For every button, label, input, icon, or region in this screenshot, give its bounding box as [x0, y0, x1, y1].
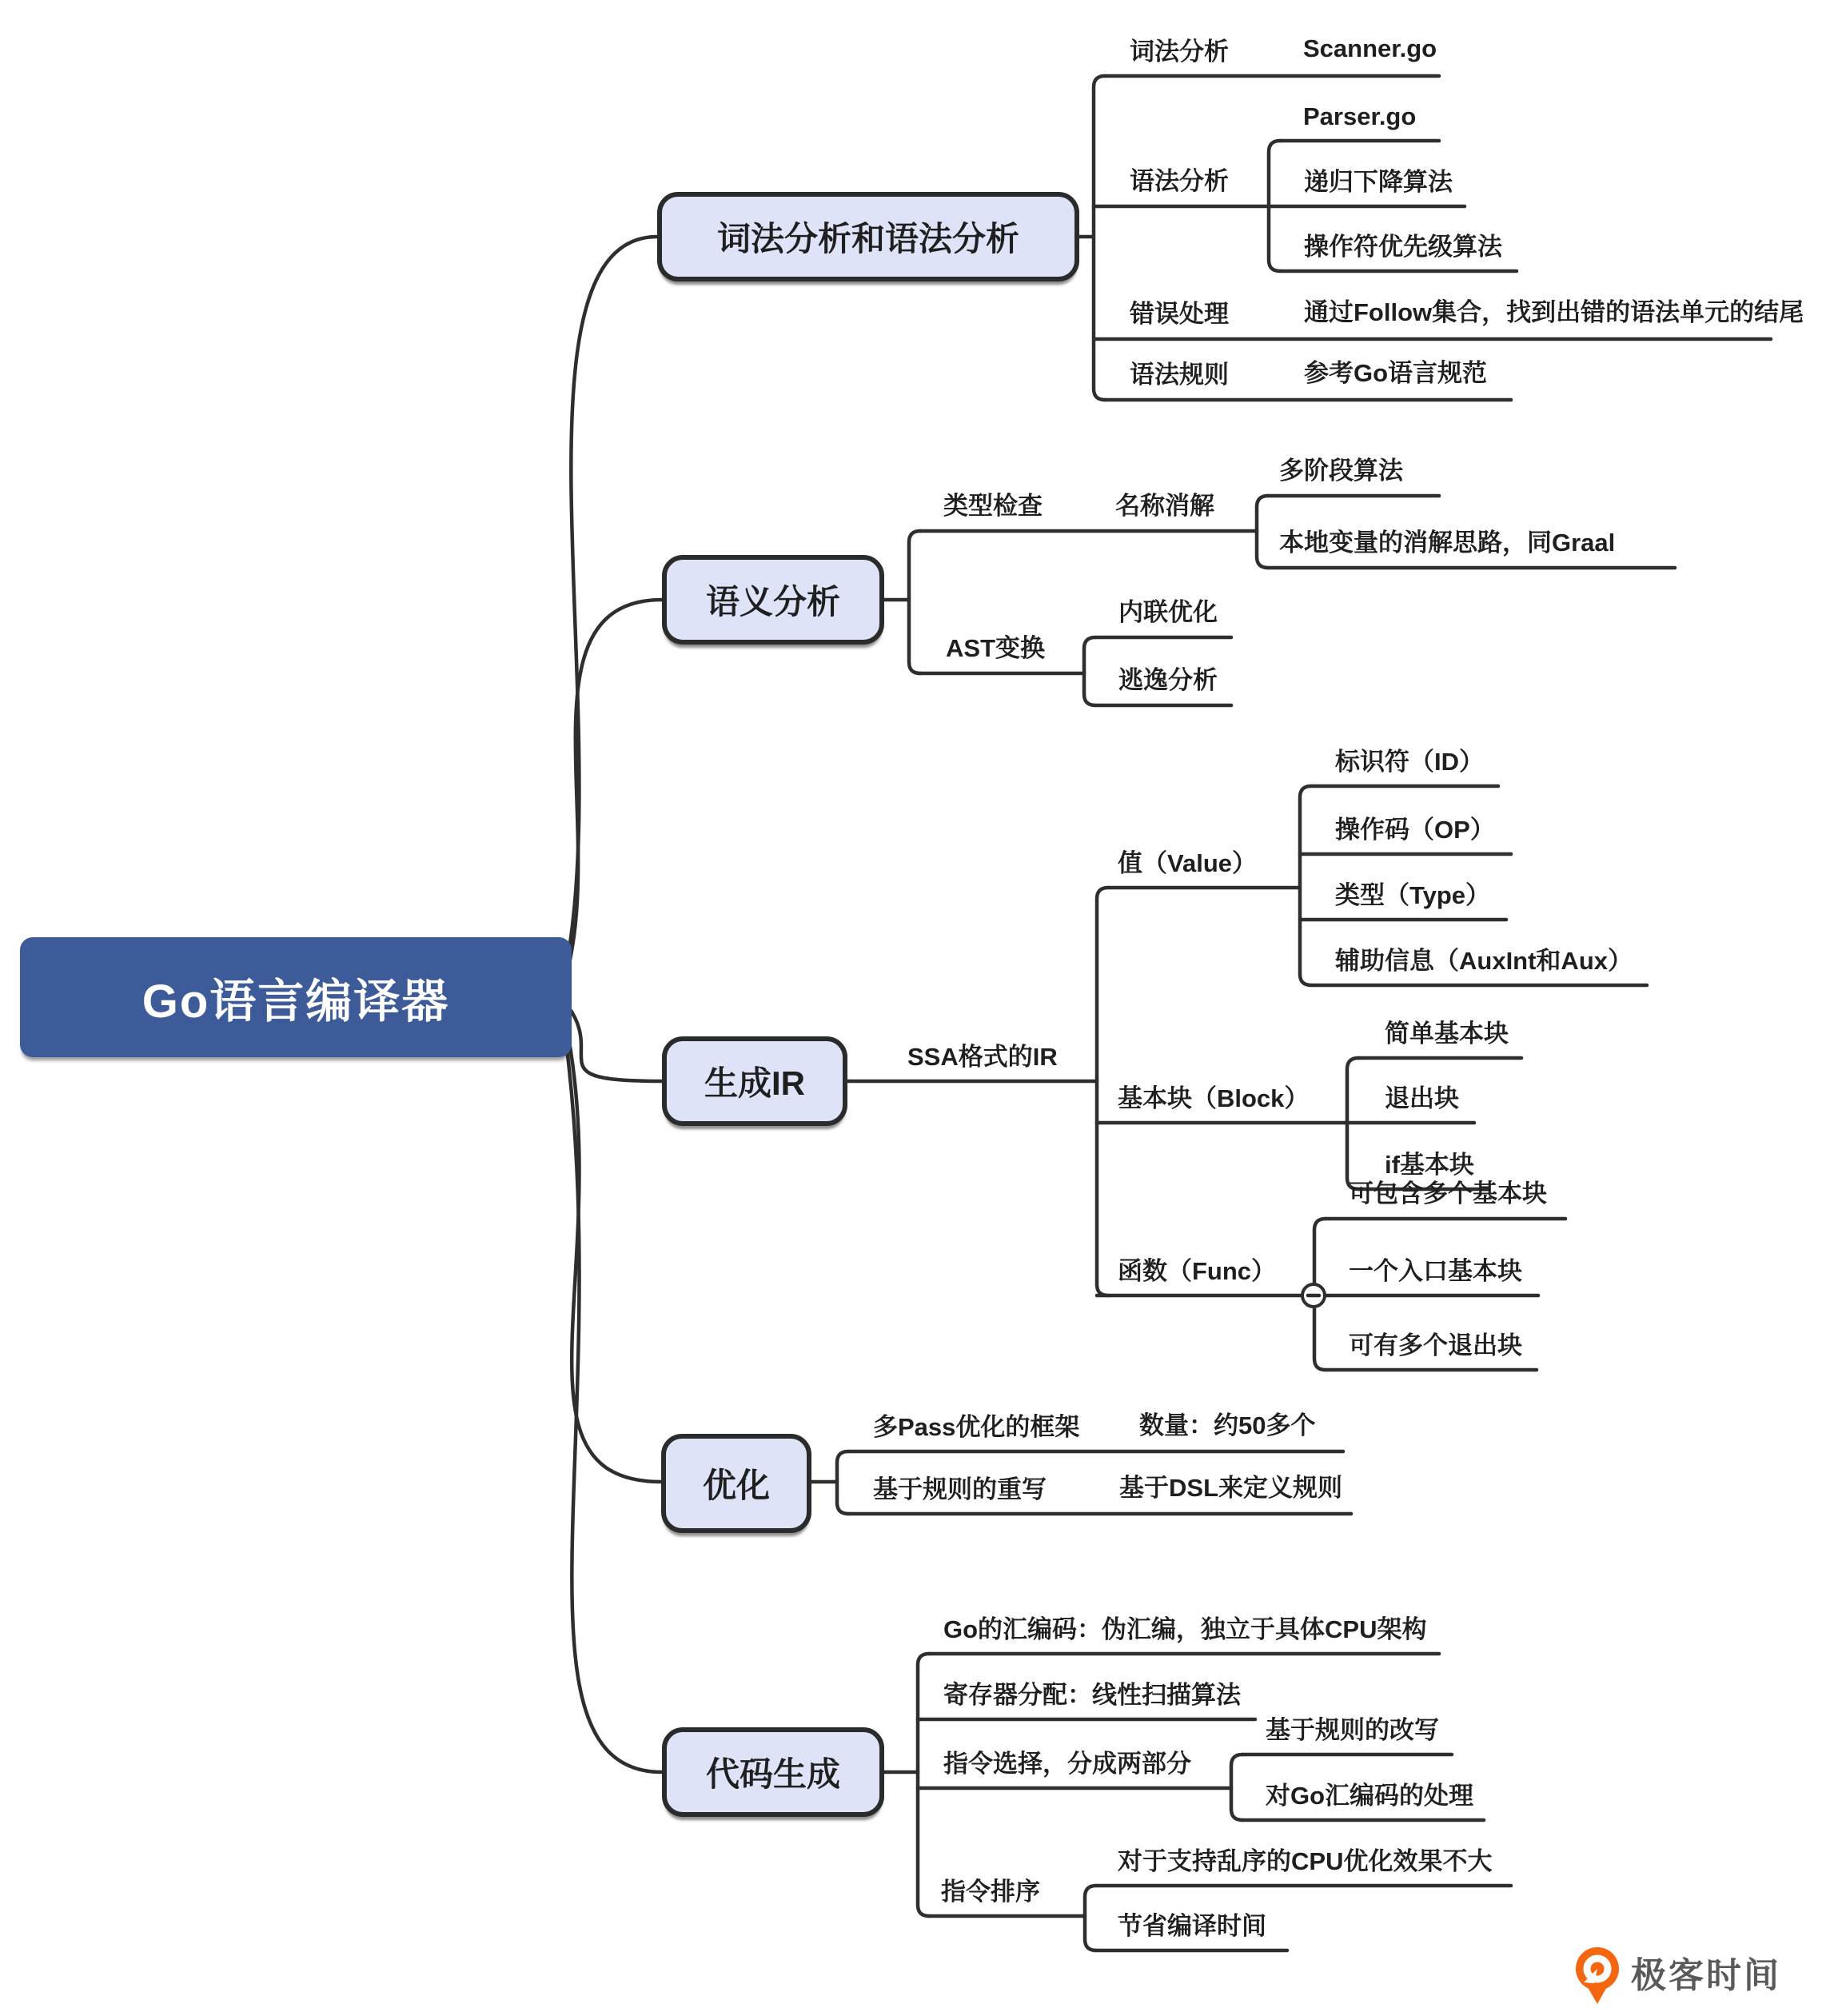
b2-sub-bracket-nameres: [1257, 496, 1268, 568]
b2-bracket: [909, 531, 920, 673]
topic-error-handling[interactable]: 错误处理: [1130, 300, 1229, 328]
topic-func[interactable]: 函数（Func）: [1118, 1257, 1277, 1285]
b5-bracket: [918, 1654, 929, 1916]
topic-go-spec[interactable]: 参考Go语言规范: [1304, 359, 1488, 387]
root-branch-curves: [560, 237, 662, 1772]
topic-recursive-descent[interactable]: 递归下降算法: [1304, 168, 1453, 196]
curve-root-to-b5: [560, 996, 662, 1772]
topic-type-check[interactable]: 类型检查: [943, 492, 1043, 520]
topic-instruction-ordering[interactable]: 指令排序: [941, 1878, 1040, 1906]
b5-sub-bracket-instsel: [1231, 1755, 1242, 1820]
topic-lex-syntax-analysis[interactable]: 词法分析和语法分析: [657, 192, 1079, 281]
topic-inline-optimization[interactable]: 内联优化: [1118, 598, 1218, 626]
topic-ssa-ir[interactable]: SSA格式的IR: [907, 1043, 1058, 1071]
topic-lexical-analysis[interactable]: 词法分析: [1130, 38, 1229, 66]
topic-operator-precedence[interactable]: 操作符优先级算法: [1304, 233, 1502, 261]
topic-multiple-exit-blocks[interactable]: 可有多个退出块: [1349, 1331, 1522, 1359]
topic-save-compile-time[interactable]: 节省编译时间: [1118, 1912, 1266, 1940]
b1-bracket: [1094, 76, 1105, 400]
topic-generate-ir[interactable]: 生成IR: [662, 1036, 847, 1126]
topic-one-entry-block[interactable]: 一个入口基本块: [1349, 1257, 1522, 1285]
topic-if-block[interactable]: if基本块: [1385, 1151, 1474, 1179]
topic-go-assembly[interactable]: Go的汇编码：伪汇编，独立于具体CPU架构: [943, 1615, 1427, 1643]
root-topic[interactable]: Go语言编译器: [20, 937, 572, 1057]
topic-rule-based-rewriting[interactable]: 基于规则的改写: [1266, 1716, 1439, 1744]
topic-local-var-resolution[interactable]: 本地变量的消解思路，同Graal: [1279, 529, 1616, 557]
geektime-logo: [1573, 1946, 1781, 2006]
topic-dsl-rules[interactable]: 基于DSL来定义规则: [1119, 1474, 1342, 1502]
topic-grammar-rules[interactable]: 语法规则: [1130, 361, 1229, 389]
topic-value[interactable]: 值（Value）: [1118, 849, 1257, 877]
b3-value-bracket: [1300, 786, 1311, 985]
b2-sub-bracket-ast: [1084, 637, 1095, 705]
topic-simple-block[interactable]: 简单基本块: [1385, 1020, 1509, 1048]
topic-value-op[interactable]: 操作码（OP）: [1335, 816, 1495, 844]
topic-code-generation[interactable]: 代码生成: [662, 1727, 884, 1817]
topic-instruction-selection[interactable]: 指令选择，分成两部分: [943, 1750, 1191, 1778]
topic-pass-count[interactable]: 数量：约50多个: [1139, 1411, 1316, 1439]
topic-optimization[interactable]: 优化: [661, 1434, 811, 1533]
b5-sub-bracket-instorder: [1085, 1886, 1096, 1950]
b4-bracket: [837, 1451, 848, 1514]
topic-follow-set[interactable]: 通过Follow集合，找到出错的语法单元的结尾: [1304, 298, 1804, 326]
topic-rule-based-rewrite[interactable]: 基于规则的重写: [873, 1475, 1047, 1503]
topic-ast-transform[interactable]: AST变换: [946, 634, 1045, 662]
topic-value-aux[interactable]: 辅助信息（AuxInt和Aux）: [1335, 947, 1633, 975]
geektime-pin-icon: [1573, 1946, 1621, 2006]
b3-bracket: [1097, 888, 1108, 1295]
topic-scanner-go[interactable]: Scanner.go: [1303, 34, 1437, 62]
topic-block[interactable]: 基本块（Block）: [1118, 1084, 1310, 1112]
topic-register-allocation[interactable]: 寄存器分配：线性扫描算法: [943, 1681, 1241, 1709]
topic-value-type[interactable]: 类型（Type）: [1335, 881, 1491, 909]
topic-name-resolution[interactable]: 名称消解: [1115, 492, 1214, 520]
topic-syntax-analysis[interactable]: 语法分析: [1130, 167, 1229, 195]
topic-multipass-framework[interactable]: 多Pass优化的框架: [873, 1413, 1080, 1441]
topic-semantic-analysis[interactable]: 语义分析: [662, 555, 884, 645]
topic-exit-block[interactable]: 退出块: [1385, 1084, 1459, 1112]
topic-go-asm-processing[interactable]: 对Go汇编码的处理: [1266, 1782, 1474, 1810]
topic-parser-go[interactable]: Parser.go: [1303, 102, 1417, 130]
topic-multiphase-algorithm[interactable]: 多阶段算法: [1279, 457, 1403, 485]
geektime-logo-text: 极客时间: [1631, 1956, 1781, 1995]
topic-value-id[interactable]: 标识符（ID）: [1335, 748, 1484, 776]
topic-ooo-cpu-effect[interactable]: 对于支持乱序的CPU优化效果不大: [1118, 1847, 1493, 1875]
topic-escape-analysis[interactable]: 逃逸分析: [1118, 666, 1218, 694]
topic-multi-basic-blocks[interactable]: 可包含多个基本块: [1349, 1180, 1547, 1208]
